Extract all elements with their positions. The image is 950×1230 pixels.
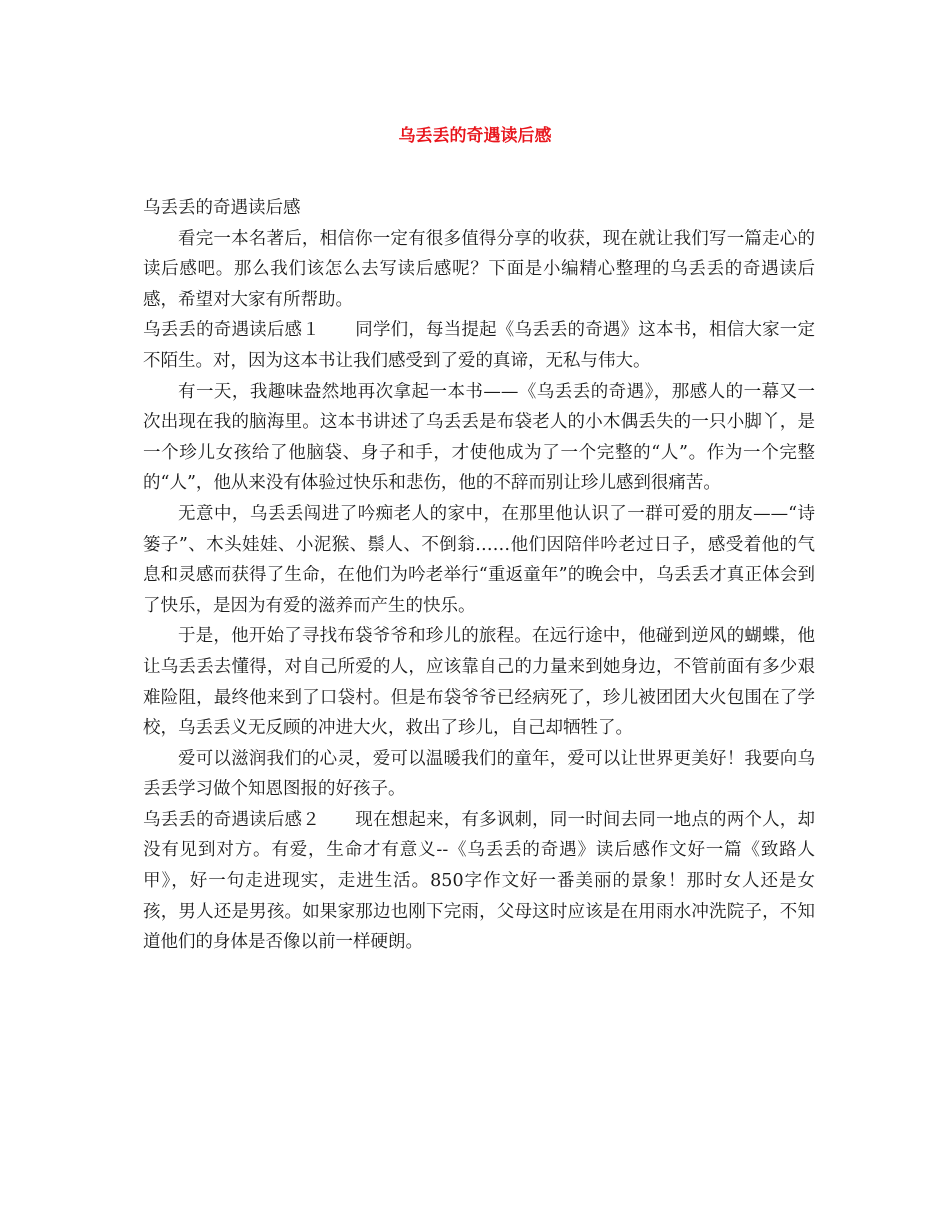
essay-1-paragraph: 无意中，乌丢丢闯进了吟痴老人的家中，在那里他认识了一群可爱的朋友——“诗篓子”、木头娃娃、小泥猴、鬃人、不倒翁……他们因陪伴吟老过日子，感受着他的气息和灵感而获得了生命，在他们为吟老举行“重返童年”的晚会中，乌丢丢才真正体会到了快乐，是因为有爱的滋养而产生的快乐。 [143, 503, 815, 616]
intro-paragraph: 看完一本名著后，相信你一定有很多值得分享的收获，现在就让我们写一篇走心的读后感吧。那么我们该怎么去写读后感呢？下面是小编精心整理的乌丢丢的奇遇读后感，希望对大家有所帮助。 [143, 228, 815, 310]
essay-1-opening-paragraph: 乌丢丢的奇遇读后感１ 同学们，每当提起《乌丢丢的奇遇》这本书，相信大家一定不陌生。对，因为这本书让我们感受到了爱的真谛，无私与伟大。 [143, 320, 815, 371]
essay-1-closing-paragraph: 爱可以滋润我们的心灵，爱可以温暖我们的童年，爱可以让世界更美好！我要向乌丢丢学习做个知恩图报的好孩子。 [143, 748, 815, 800]
document-body [143, 193, 815, 958]
document-title: 乌丢丢的奇遇读后感 [398, 126, 552, 146]
essay-2-opening-paragraph: 乌丢丢的奇遇读后感２ 现在想起来，有多讽刺，同一时间去同一地点的两个人，却没有见到对方。有爱，生命才有意义--《乌丢丢的奇遇》读后感作文好一篇《致路人甲》，好一句走进现实，走进生活。850字作文好一番美丽的景象！那时女人还是女孩，男人还是男孩。如果家那边也刚下完雨，父母这时应该是在用雨水冲洗院子，不知道他们的身体是否像以前一样硬朗。 [143, 809, 815, 953]
essay-1-paragraph: 有一天，我趣味盎然地再次拿起一本书——《乌丢丢的奇遇》，那感人的一幕又一次出现在我的脑海里。这本书讲述了乌丢丢是布袋老人的小木偶丢失的一只小脚丫，是一个珍儿女孩给了他脑袋、身子和手，才使他成为了一个完整的“人”。作为一个完整的“人”，他从来没有体验过快乐和悲伤，他的不辞而别让珍儿感到很痛苦。 [143, 381, 815, 494]
essay-1-paragraph: 于是，他开始了寻找布袋爷爷和珍儿的旅程。在远行途中，他碰到逆风的蝴蝶，他让乌丢丢去懂得，对自己所爱的人，应该靠自己的力量来到她身边，不管前面有多少艰难险阻，最终他来到了口袋村。但是布袋爷爷已经病死了，珍儿被团团大火包围在了学校，乌丢丢义无反顾的冲进大火，救出了珍儿，自己却牺牲了。 [143, 626, 815, 739]
subtitle-paragraph: 乌丢丢的奇遇读后感 [143, 198, 301, 218]
